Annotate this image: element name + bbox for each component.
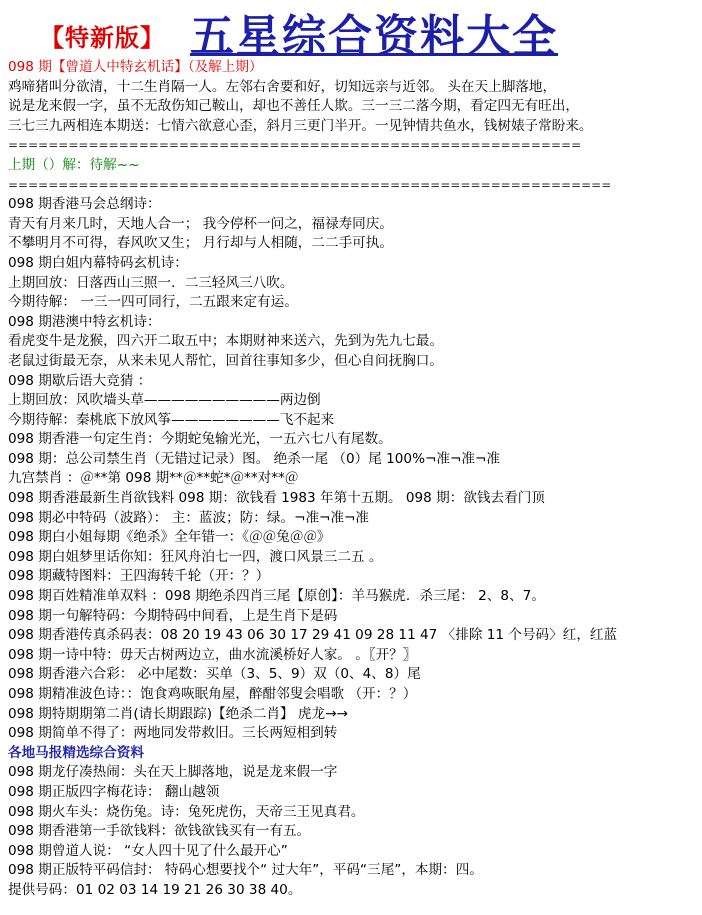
text-line: 098 期精准波色诗：：饱食鸡咴眠角屋，醉酣邻叟会唱歌 （开：？） <box>8 686 417 702</box>
text-line: 青天有月来几时，天地人合一； 我今停杯一问之，福禄寿同庆。 <box>8 215 393 232</box>
text-line: 098 期香港第一手欲钱料：欲钱欲钱买有一有五。 <box>8 823 311 840</box>
text-line: 不攀明月不可得，春风吹又生； 月行却与人相随，二二手可执。 <box>8 235 393 252</box>
text-line: 098 期港澳中特玄机诗： <box>8 313 161 330</box>
text-line: 098 期香港最新生肖欲钱料 098 期：欲钱看 1983 年第十五期。 098 期：欲钱去看门顶 <box>8 490 545 507</box>
text-line: 098 期歇后语大竞猜 ： <box>8 372 152 389</box>
text-line: 098 期一诗中特：毋天古树两边立，曲水流溪桥好人家。 。〖开？〗 <box>8 646 417 663</box>
text-line: 上期（）解：待解~~ <box>8 156 140 173</box>
text-line: 098 期火车头：烧伤兔。诗：兔死虎伤，天帝三王见真君。 <box>8 803 365 820</box>
text-line: 098 期香港传真杀码表：08 20 19 43 06 30 17 29 41 09 28 11 47 〈排除 11 个号码〉红，红蓝 <box>8 627 618 644</box>
text-line: 三七三九两相连本期送：七情六欲意心歪，斜月三更门半开。一见钟情共鱼水，钱树婊子常盼来。 <box>8 117 593 134</box>
text-line: 今期待解： 一三一四可同行，二五跟来定有运。 <box>8 294 298 311</box>
text-line: 098 期必中特码（波路）： 主：蓝波；防：绿。¬准¬准¬准 <box>8 509 370 526</box>
text-line: 098 期白小姐每期《绝杀》全年错一：《＠＠兔＠＠》 <box>8 529 331 546</box>
text-line: 098 期龙仔凑热闹：头在天上脚落地，说是龙来假一字 <box>8 764 338 781</box>
text-line: 098 期香港一句定生肖：今期蛇兔输光光，一五六七八有尾数。 <box>8 431 392 448</box>
text-line: 098 期香港马会总纲诗： <box>8 196 161 213</box>
text-line: 提供号码：01 02 03 14 19 21 26 30 38 40。 <box>8 881 302 898</box>
text-line: 098 期香港六合彩： 必中尾数：买单（3、5、9）双（0、4、8）尾 <box>8 666 421 683</box>
separator-line: ============================================================ <box>8 177 612 192</box>
text-line: 098 期曾道人说： “女人四十见了什么最开心” <box>8 842 288 859</box>
edition-label: 【特新版】 <box>40 24 165 52</box>
header <box>0 0 702 62</box>
page-title: 五星综合资料大全 <box>190 11 558 62</box>
text-line: 老鼠过街最无奈，从来未见人帮忙，回首往事知多少，但心自问抚胸口。 <box>8 352 443 369</box>
text-line: 九宫禁肖 ：＠**第 098 期**＠**蛇*＠**对**＠ <box>8 470 299 487</box>
text-line: 说是龙来假一字，虽不无敌伤知己鞍山，却也不善任人欺。三一三二落今期，看定四无有旺出， <box>8 98 579 115</box>
text-line: 098 期一句解特码：今期特码中间看，上是生肖下是码 <box>8 607 338 624</box>
text-line: 098 期正版四字梅花诗： 翻山越领 <box>8 783 220 800</box>
text-line: 上期回放：日落西山三照一．二三轻风三八吹。 <box>8 274 294 291</box>
text-line: 098 期百姓精准单双料 ：098 期绝杀四肖三尾【原创】：羊马猴虎．杀三尾： 2、8、7。 <box>8 588 545 605</box>
text-line: 098 期正版特平码信封： 特码心想要找个“ 过大年”，平码“三尾”，本期：四。 <box>8 862 483 879</box>
text-line: 098 期藏特图料：王四海转千轮（开：？） <box>8 568 270 585</box>
document-body <box>8 58 698 901</box>
section-heading: 各地马报精选综合资料 <box>8 744 144 761</box>
separator-line: ========================================================= <box>8 138 582 153</box>
text-line: 鸡啼猪叫分欲清，十二生肖隔一人。左邻右舍要和好，切知远亲与近邻。 头在天上脚落地， <box>8 78 557 95</box>
text-line: 098 期简单不得了：两地同发带救旧。三长两短相到转 <box>8 725 338 742</box>
text-line: 098 期白姐内幕特码玄机诗： <box>8 254 188 271</box>
text-line: 今期待解：秦桃底下放风筝————————飞不起来 <box>8 411 335 428</box>
text-line: 上期回放：风吹墙头草——————————两边倒 <box>8 392 321 409</box>
text-line: 098 期特期期第二肖(请长期跟踪)【绝杀二肖】 虎龙→→ <box>8 705 348 722</box>
text-line: 看虎变牛是龙猴，四六开二取五中；本期财神来送六，先到为先九七最。 <box>8 333 443 350</box>
text-line: 098 期【曾道人中特玄机话】（及解上期） <box>8 59 263 75</box>
text-line: 098 期：总公司禁生肖（无错过记录）图。 绝杀一尾 （0）尾 100%¬准¬准¬准 <box>8 450 500 467</box>
text-line: 098 期白姐梦里话你知：狂风舟泊七一四，渡口风景三二五 。 <box>8 548 383 565</box>
